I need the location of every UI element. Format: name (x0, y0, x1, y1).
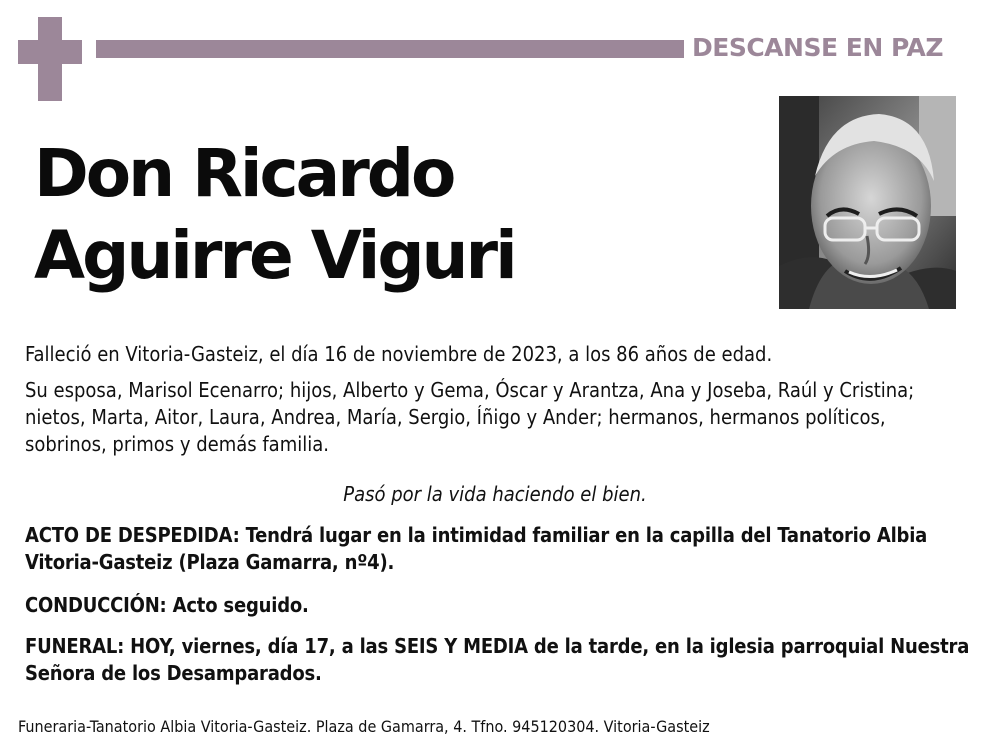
portrait-photo (779, 96, 956, 309)
header-label: DESCANSE EN PAZ (692, 33, 943, 62)
procession-info: CONDUCCIÓN: Acto seguido. (25, 593, 309, 617)
death-notice: Falleció en Vitoria-Gasteiz, el día 16 de noviembre de 2023, a los 86 años de edad. (25, 342, 773, 366)
epitaph-quote: Pasó por la vida haciendo el bien. (343, 482, 647, 506)
farewell-ceremony: ACTO DE DESPEDIDA: Tendrá lugar en la intimidad familiar en la capilla del Tanatorio Albia Vitoria-Gasteiz (Plaza Gamarra, nº4). (25, 523, 928, 574)
deceased-name-line2: Aguirre Viguri (34, 217, 515, 294)
deceased-name-line1: Don Ricardo (34, 135, 454, 212)
funeral-home-footer: Funeraria-Tanatorio Albia Vitoria-Gasteiz. Plaza de Gamarra, 4. Tfno. 945120304. Vitoria-Gasteiz (18, 717, 710, 736)
header-rule (96, 40, 684, 58)
cross-icon-arm (18, 40, 82, 64)
funeral-info: FUNERAL: HOY, viernes, día 17, a las SEIS Y MEDIA de la tarde, en la iglesia parroquial Nuestra Señora de los Desamparados. (25, 634, 970, 685)
family-list: Su esposa, Marisol Ecenarro; hijos, Alberto y Gema, Óscar y Arantza, Ana y Joseba, Raúl y Cristina; nietos, Marta, Aitor, Laura, Andrea, María, Sergio, Íñigo y Ander; hermanos, hermanos políticos, sobrinos, primos y demás familia. (25, 378, 915, 456)
